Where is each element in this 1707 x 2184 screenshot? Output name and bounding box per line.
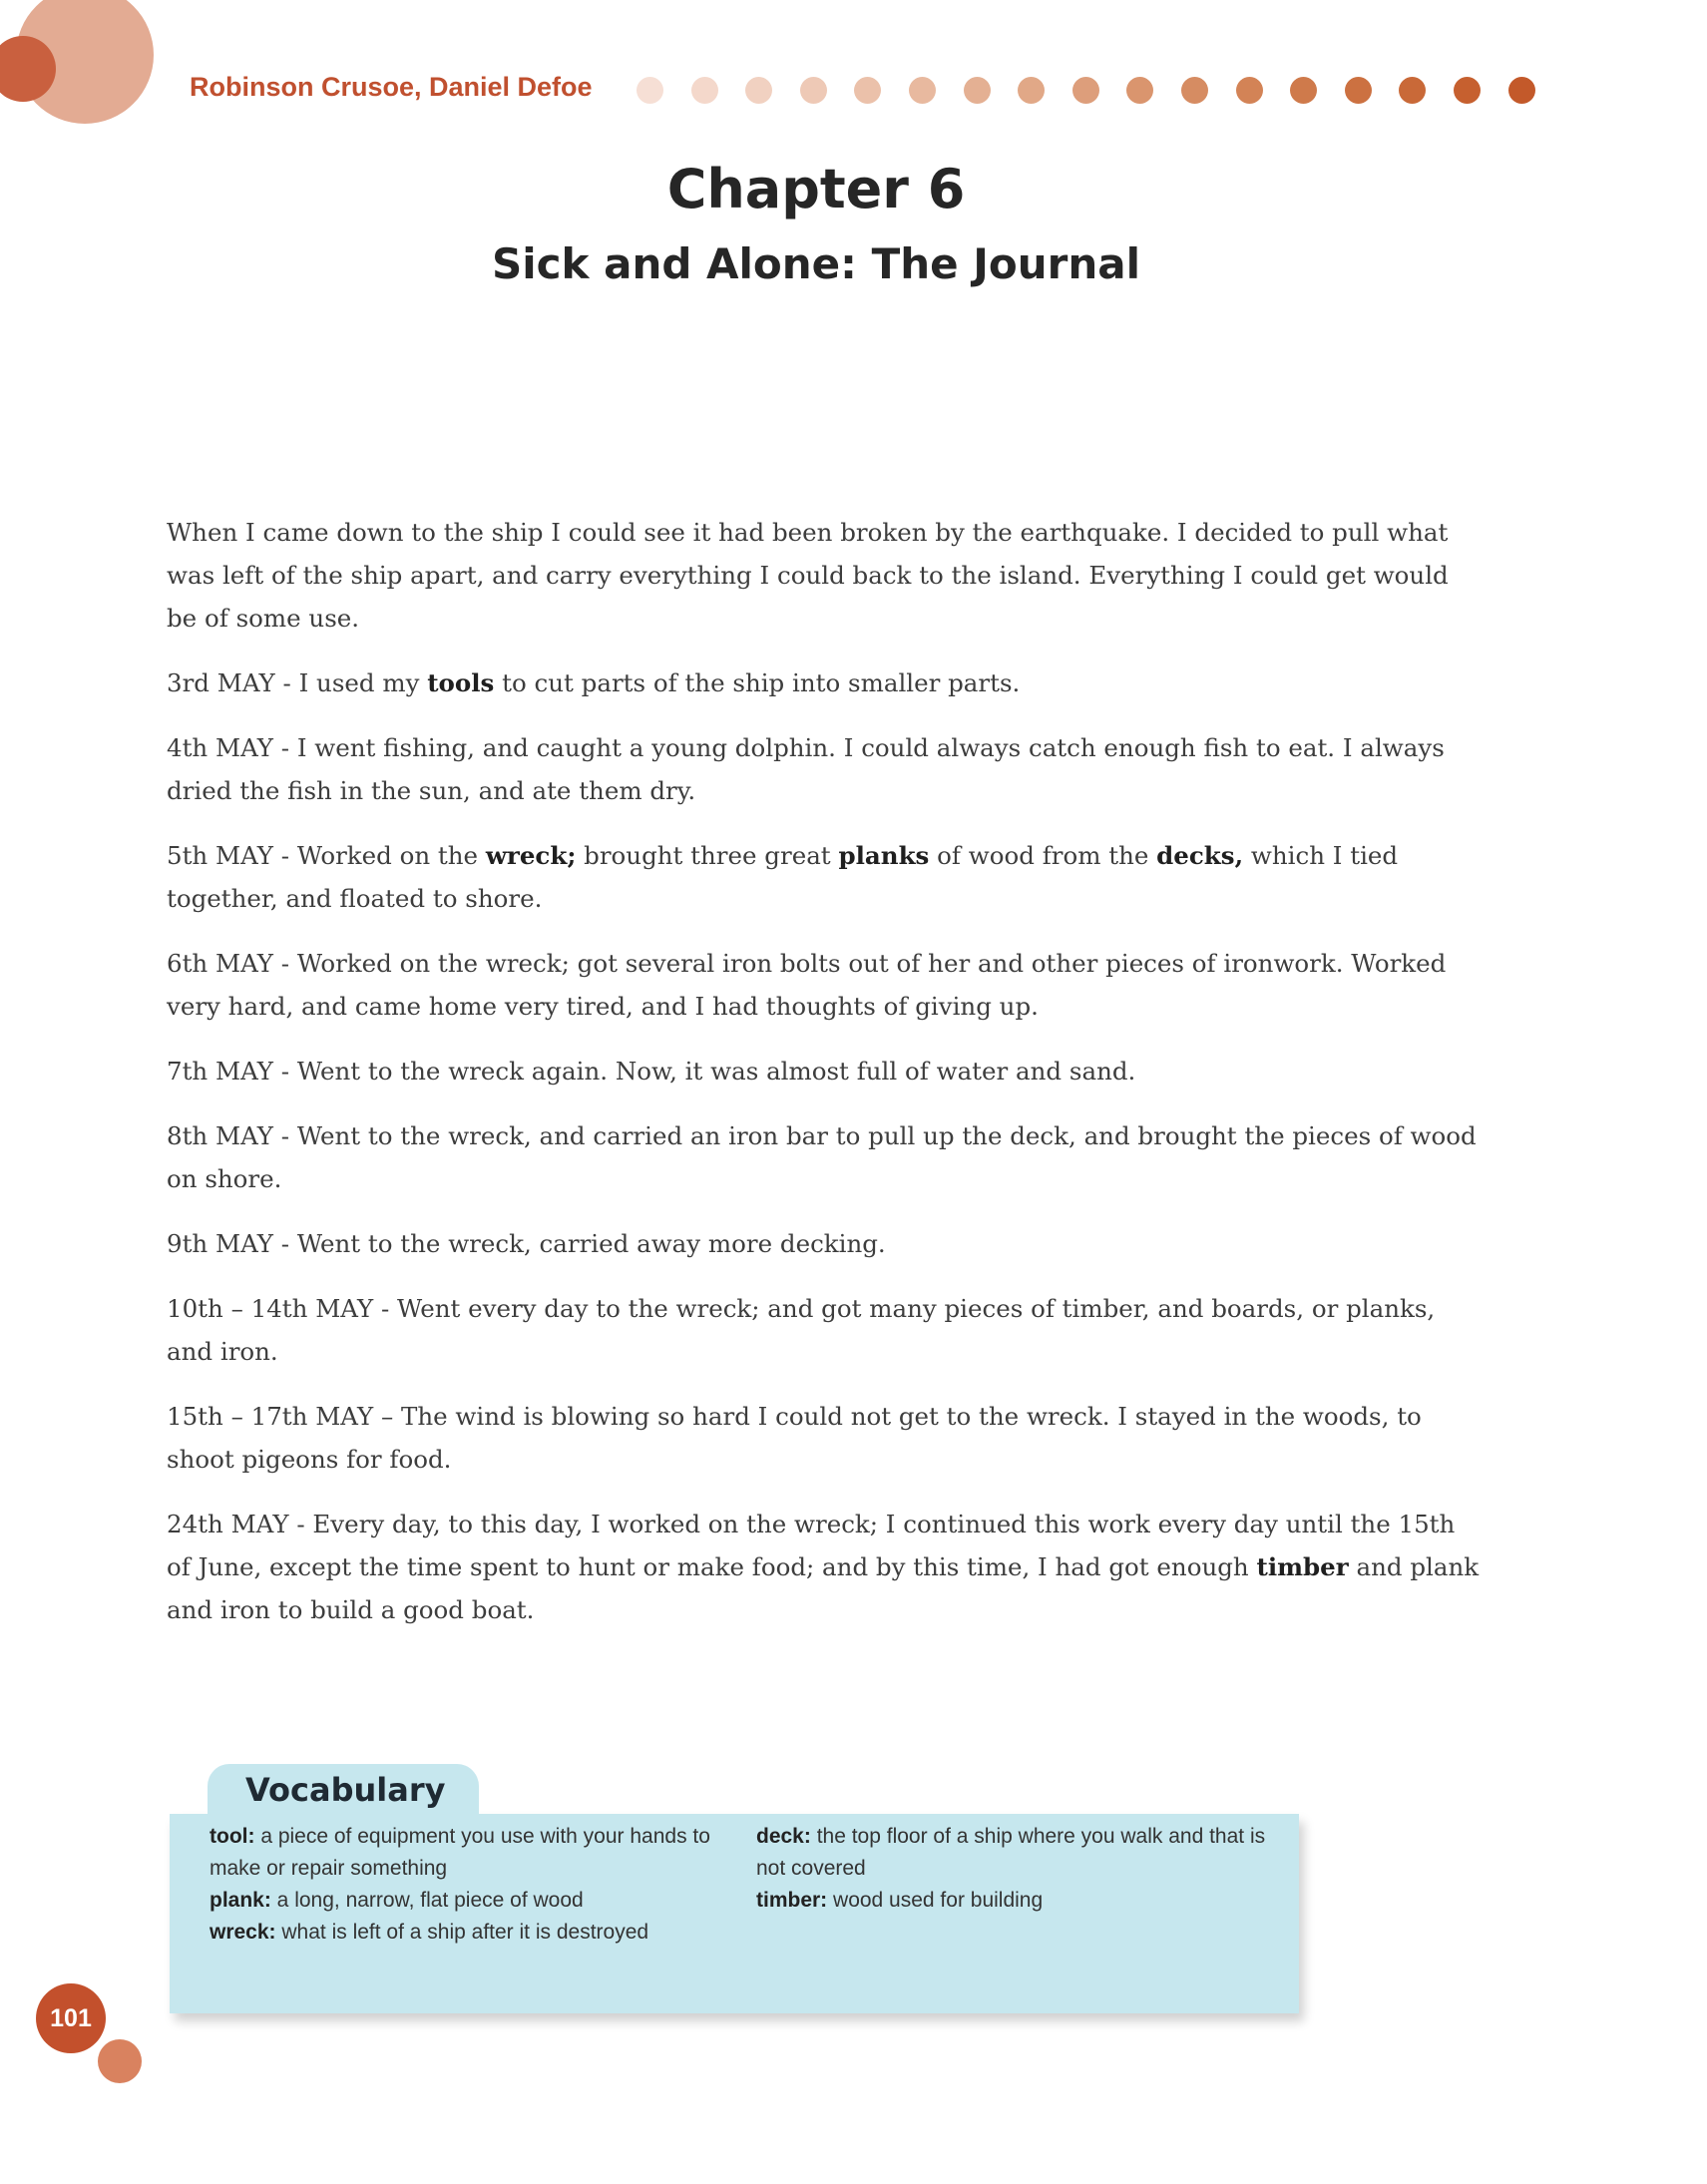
journal-entry: 9th MAY - Went to the wreck, carried away more decking.: [167, 1229, 886, 1258]
vocab-definition: the top floor of a ship where you walk and that is not covered: [756, 1825, 1266, 1880]
entry-text: which I tied together, and floated to shore.: [167, 841, 1399, 913]
journal-text: [167, 511, 1484, 1653]
vocab-entry-plank: [210, 1885, 728, 1917]
vocab-definition: a long, narrow, flat piece of wood: [270, 1889, 584, 1912]
header-dot: [637, 77, 663, 104]
book-header: Robinson Crusoe, Daniel Defoe: [190, 72, 593, 102]
header-dot: [1399, 77, 1426, 104]
journal-entry: 7th MAY - Went to the wreck again. Now, it was almost full of water and sand.: [167, 1057, 1136, 1086]
header-dot: [1181, 77, 1208, 104]
vocabulary-title: Vocabulary: [245, 1771, 446, 1809]
journal-entry: 4th MAY - I went fishing, and caught a young dolphin. I could always catch enough fish to eat. I always dried the fish in the sun, and ate them dry.: [167, 733, 1445, 805]
vocab-term: deck:: [756, 1825, 811, 1848]
header-dot: [745, 77, 772, 104]
journal-entry: 8th MAY - Went to the wreck, and carried an iron bar to pull up the deck, and brought the pieces of wood on shore.: [167, 1121, 1477, 1193]
header-dot: [964, 77, 991, 104]
journal-entry: [167, 834, 1484, 920]
header-dot: [1072, 77, 1099, 104]
vocab-word-planks: planks: [838, 841, 930, 870]
vocab-definition: a piece of equipment you use with your hands to make or repair something: [210, 1825, 710, 1880]
chapter-title: Chapter 6: [666, 158, 966, 220]
vocab-term: wreck:: [210, 1921, 276, 1944]
header-dot: [1508, 77, 1535, 104]
journal-entry: [167, 1503, 1484, 1631]
header-dot: [1454, 77, 1481, 104]
vocab-term: timber:: [756, 1889, 828, 1912]
page-number: 101: [50, 2003, 92, 2032]
vocab-entry-wreck: [210, 1917, 728, 1949]
header-dot: [909, 77, 936, 104]
vocab-word-wreck: wreck;: [485, 841, 577, 870]
vocabulary-column-left: [210, 1821, 728, 1949]
vocab-entry-tool: [210, 1821, 728, 1885]
entry-text: 3rd MAY - I used my: [167, 668, 428, 697]
vocab-entry-timber: [756, 1885, 1275, 1917]
chapter-subtitle: Sick and Alone: The Journal: [492, 239, 1140, 288]
entry-text: 5th MAY - Worked on the: [167, 841, 486, 870]
page-number-badge: [36, 1983, 106, 2053]
vocab-definition: what is left of a ship after it is destroyed: [275, 1921, 649, 1944]
entry-text: of wood from the: [929, 841, 1157, 870]
vocab-term: tool:: [210, 1825, 255, 1848]
header-dot: [854, 77, 881, 104]
vocab-term: plank:: [210, 1889, 271, 1912]
header-dot: [691, 77, 718, 104]
header-dot: [1018, 77, 1045, 104]
header-dot: [1290, 77, 1317, 104]
header-dot: [1126, 77, 1153, 104]
vocab-word-timber: timber: [1256, 1552, 1349, 1581]
entry-text: to cut parts of the ship into smaller parts.: [494, 668, 1021, 697]
header-dot-row: [637, 77, 1535, 107]
vocabulary-column-right: [756, 1821, 1275, 1917]
entry-text: 24th MAY - Every day, to this day, I worked on the wreck; I continued this work every day until the 15th of June, except the time spent to hunt or make food; and by this time, I had got enough: [167, 1510, 1456, 1581]
header-dot: [1236, 77, 1263, 104]
decorative-circle-footer: [98, 2039, 142, 2083]
vocab-word-tools: tools: [427, 668, 495, 697]
journal-entry: 15th – 17th MAY – The wind is blowing so hard I could not get to the wreck. I stayed in the woods, to shoot pigeons for food.: [167, 1402, 1422, 1474]
entry-text: and plank and iron to build a good boat.: [167, 1552, 1480, 1624]
header-dot: [800, 77, 827, 104]
vocab-word-decks: decks,: [1156, 841, 1244, 870]
journal-entry: 6th MAY - Worked on the wreck; got several iron bolts out of her and other pieces of ironwork. Worked very hard, and came home very tired, and I had thoughts of giving up.: [167, 949, 1447, 1021]
intro-paragraph: When I came down to the ship I could see it had been broken by the earthquake. I decided to pull what was left of the ship apart, and carry everything I could back to the island. Everything I could get would be of some use.: [167, 518, 1449, 633]
journal-entry: 10th – 14th MAY - Went every day to the wreck; and got many pieces of timber, and boards, or planks, and iron.: [167, 1294, 1436, 1366]
header-dot: [1345, 77, 1372, 104]
journal-entry: [167, 661, 1484, 704]
entry-text: brought three great: [576, 841, 839, 870]
vocab-entry-deck: [756, 1821, 1275, 1885]
vocab-definition: wood used for building: [827, 1889, 1044, 1912]
